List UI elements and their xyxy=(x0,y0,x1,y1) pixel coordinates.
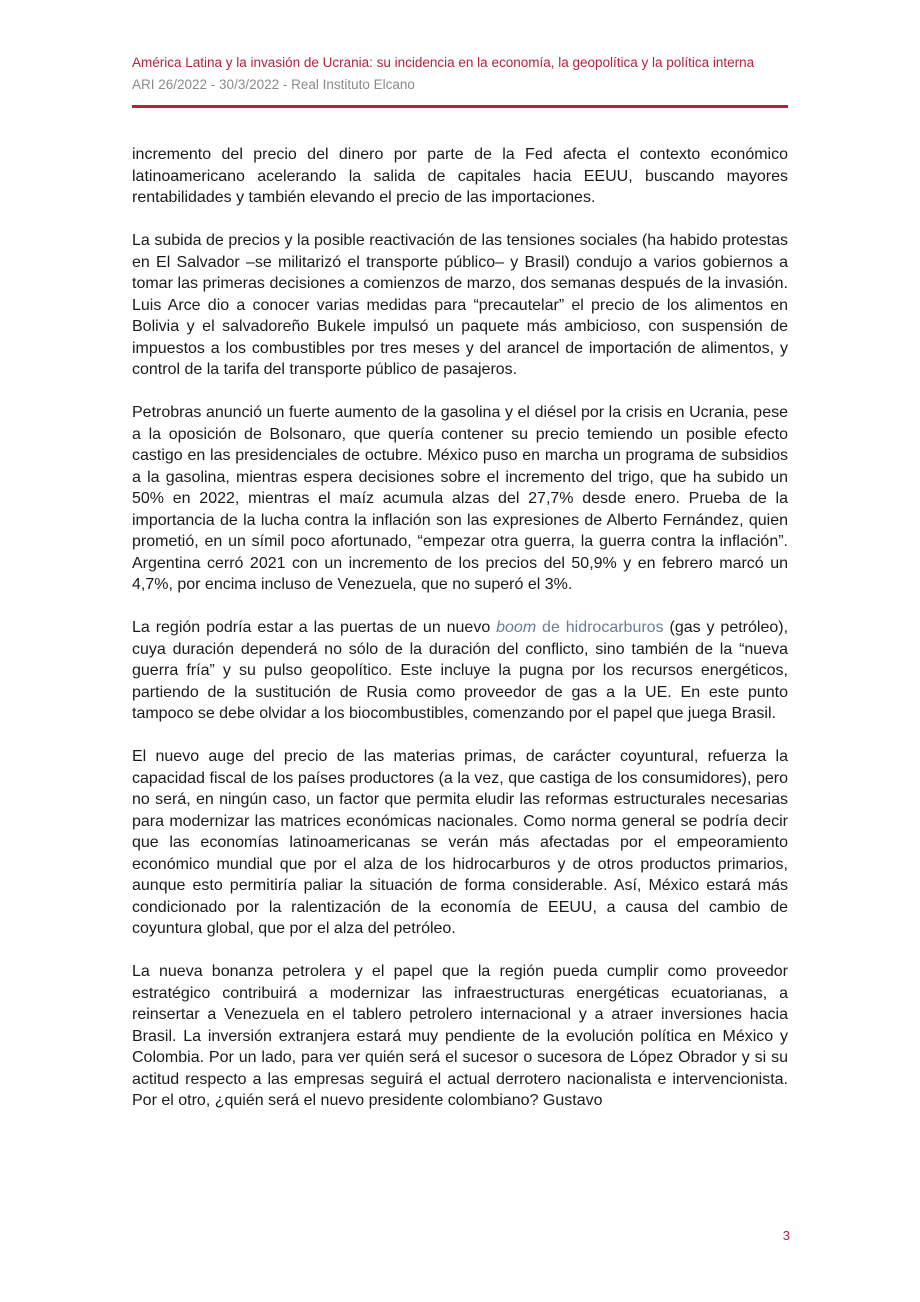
header-divider xyxy=(132,105,788,108)
paragraph-4-rest: (gas y petróleo), cuya duración dependerá no sólo de la duración del conflicto, sino también de la “nueva guerra fría” y su pulso geopolítico. Este incluye la pugna por los recursos energéticos, partiendo de la sustitución de Rusia como proveedor de gas a la UE. En este punto tampoco se debe olvidar a los biocombustibles, comenzando por el papel que juega Brasil. xyxy=(132,619,789,722)
boom-term[interactable]: boom xyxy=(496,619,537,636)
document-title: América Latina y la invasión de Ucrania: su incidencia en la economía, la geopolítica y la política interna xyxy=(132,55,755,70)
hydrocarbon-boom-link[interactable] xyxy=(496,619,663,636)
paragraph-3: Petrobras anunció un fuerte aumento de la gasolina y el diésel por la crisis en Ucrania, pese a la oposición de Bolsonaro, que quería contener su precio temiendo un posible efecto castigo en las presidenciales de octubre. México puso en marcha un programa de subsidios a la gasolina, mientras espera decisiones sobre el incremento del trigo, que ha subido un 50% en 2022, mientras el maíz acumula alzas del 27,7% desde enero. Prueba de la importancia de la lucha contra la inflación son las expresiones de Alberto Fernández, quien prometió, en un símil poco afortunado, “empezar otra guerra, la guerra contra la inflación”. Argentina cerró 2021 con un incremento de los precios del 50,9% y en febrero marcó un 4,7%, por encima incluso de Venezuela, que no superó el 3%. xyxy=(132,404,788,593)
paragraph-1: incremento del precio del dinero por parte de la Fed afecta el contexto económico latinoamericano acelerando la salida de capitales hacia EEUU, buscando mayores rentabilidades y también elevando el precio de las importaciones. xyxy=(132,146,788,206)
paragraph-5: El nuevo auge del precio de las materias primas, de carácter coyuntural, refuerza la capacidad fiscal de los países productores (a la vez, que castiga de los consumidores), pero no será, en ningún caso, un factor que permita eludir las reformas estructurales necesarias para modernizar las matrices económicas nacionales. Como norma general se podría decir que las economías latinoamericanas se verán más afectadas por el empeoramiento económico mundial que por el alza de los hidrocarburos y de otros productos primarios, aunque esto permitiría paliar la situación de forma considerable. Así, México estará más condicionado por la ralentización de la economía de EEUU, a causa del cambio de coyuntura global, que por el alza del petróleo. xyxy=(132,748,788,937)
document-body xyxy=(132,144,788,1133)
paragraph-4 xyxy=(132,617,788,725)
page-header xyxy=(132,52,792,96)
paragraph-2: La subida de precios y la posible reactivación de las tensiones sociales (ha habido protestas en El Salvador –se militarizó el transporte público– y Brasil) condujo a varios gobiernos a tomar las primeras decisiones a comienzos de marzo, dos semanas después de la invasión. Luis Arce dio a conocer varias medidas para “precautelar” el precio de los alimentos en Bolivia y el salvadoreño Bukele impulsó un paquete más ambicioso, con suspensión de impuestos a los combustibles por tres meses y del arancel de importación de alimentos, y control de la tarifa del transporte público de pasajeros. xyxy=(132,232,788,378)
hydrocarbon-term[interactable]: de hidrocarburos xyxy=(536,619,664,636)
document-subtitle: ARI 26/2022 - 30/3/2022 - Real Instituto Elcano xyxy=(132,77,415,92)
paragraph-4-intro: La región podría estar a las puertas de un nuevo xyxy=(132,619,497,636)
paragraph-6: La nueva bonanza petrolera y el papel que la región pueda cumplir como proveedor estratégico contribuirá a modernizar las infraestructuras energéticas ecuatorianas, a reinsertar a Venezuela en el tablero petrolero internacional y a atraer inversiones hacia Brasil. La inversión extranjera estará muy pendiente de la evolución política en México y Colombia. Por un lado, para ver quién será el sucesor o sucesora de López Obrador y si su actitud respecto a las empresas seguirá el actual derrotero nacionalista e intervencionista. Por el otro, ¿quién será el nuevo presidente colombiano? Gustavo xyxy=(132,963,788,1109)
page-number: 3 xyxy=(782,1228,790,1243)
